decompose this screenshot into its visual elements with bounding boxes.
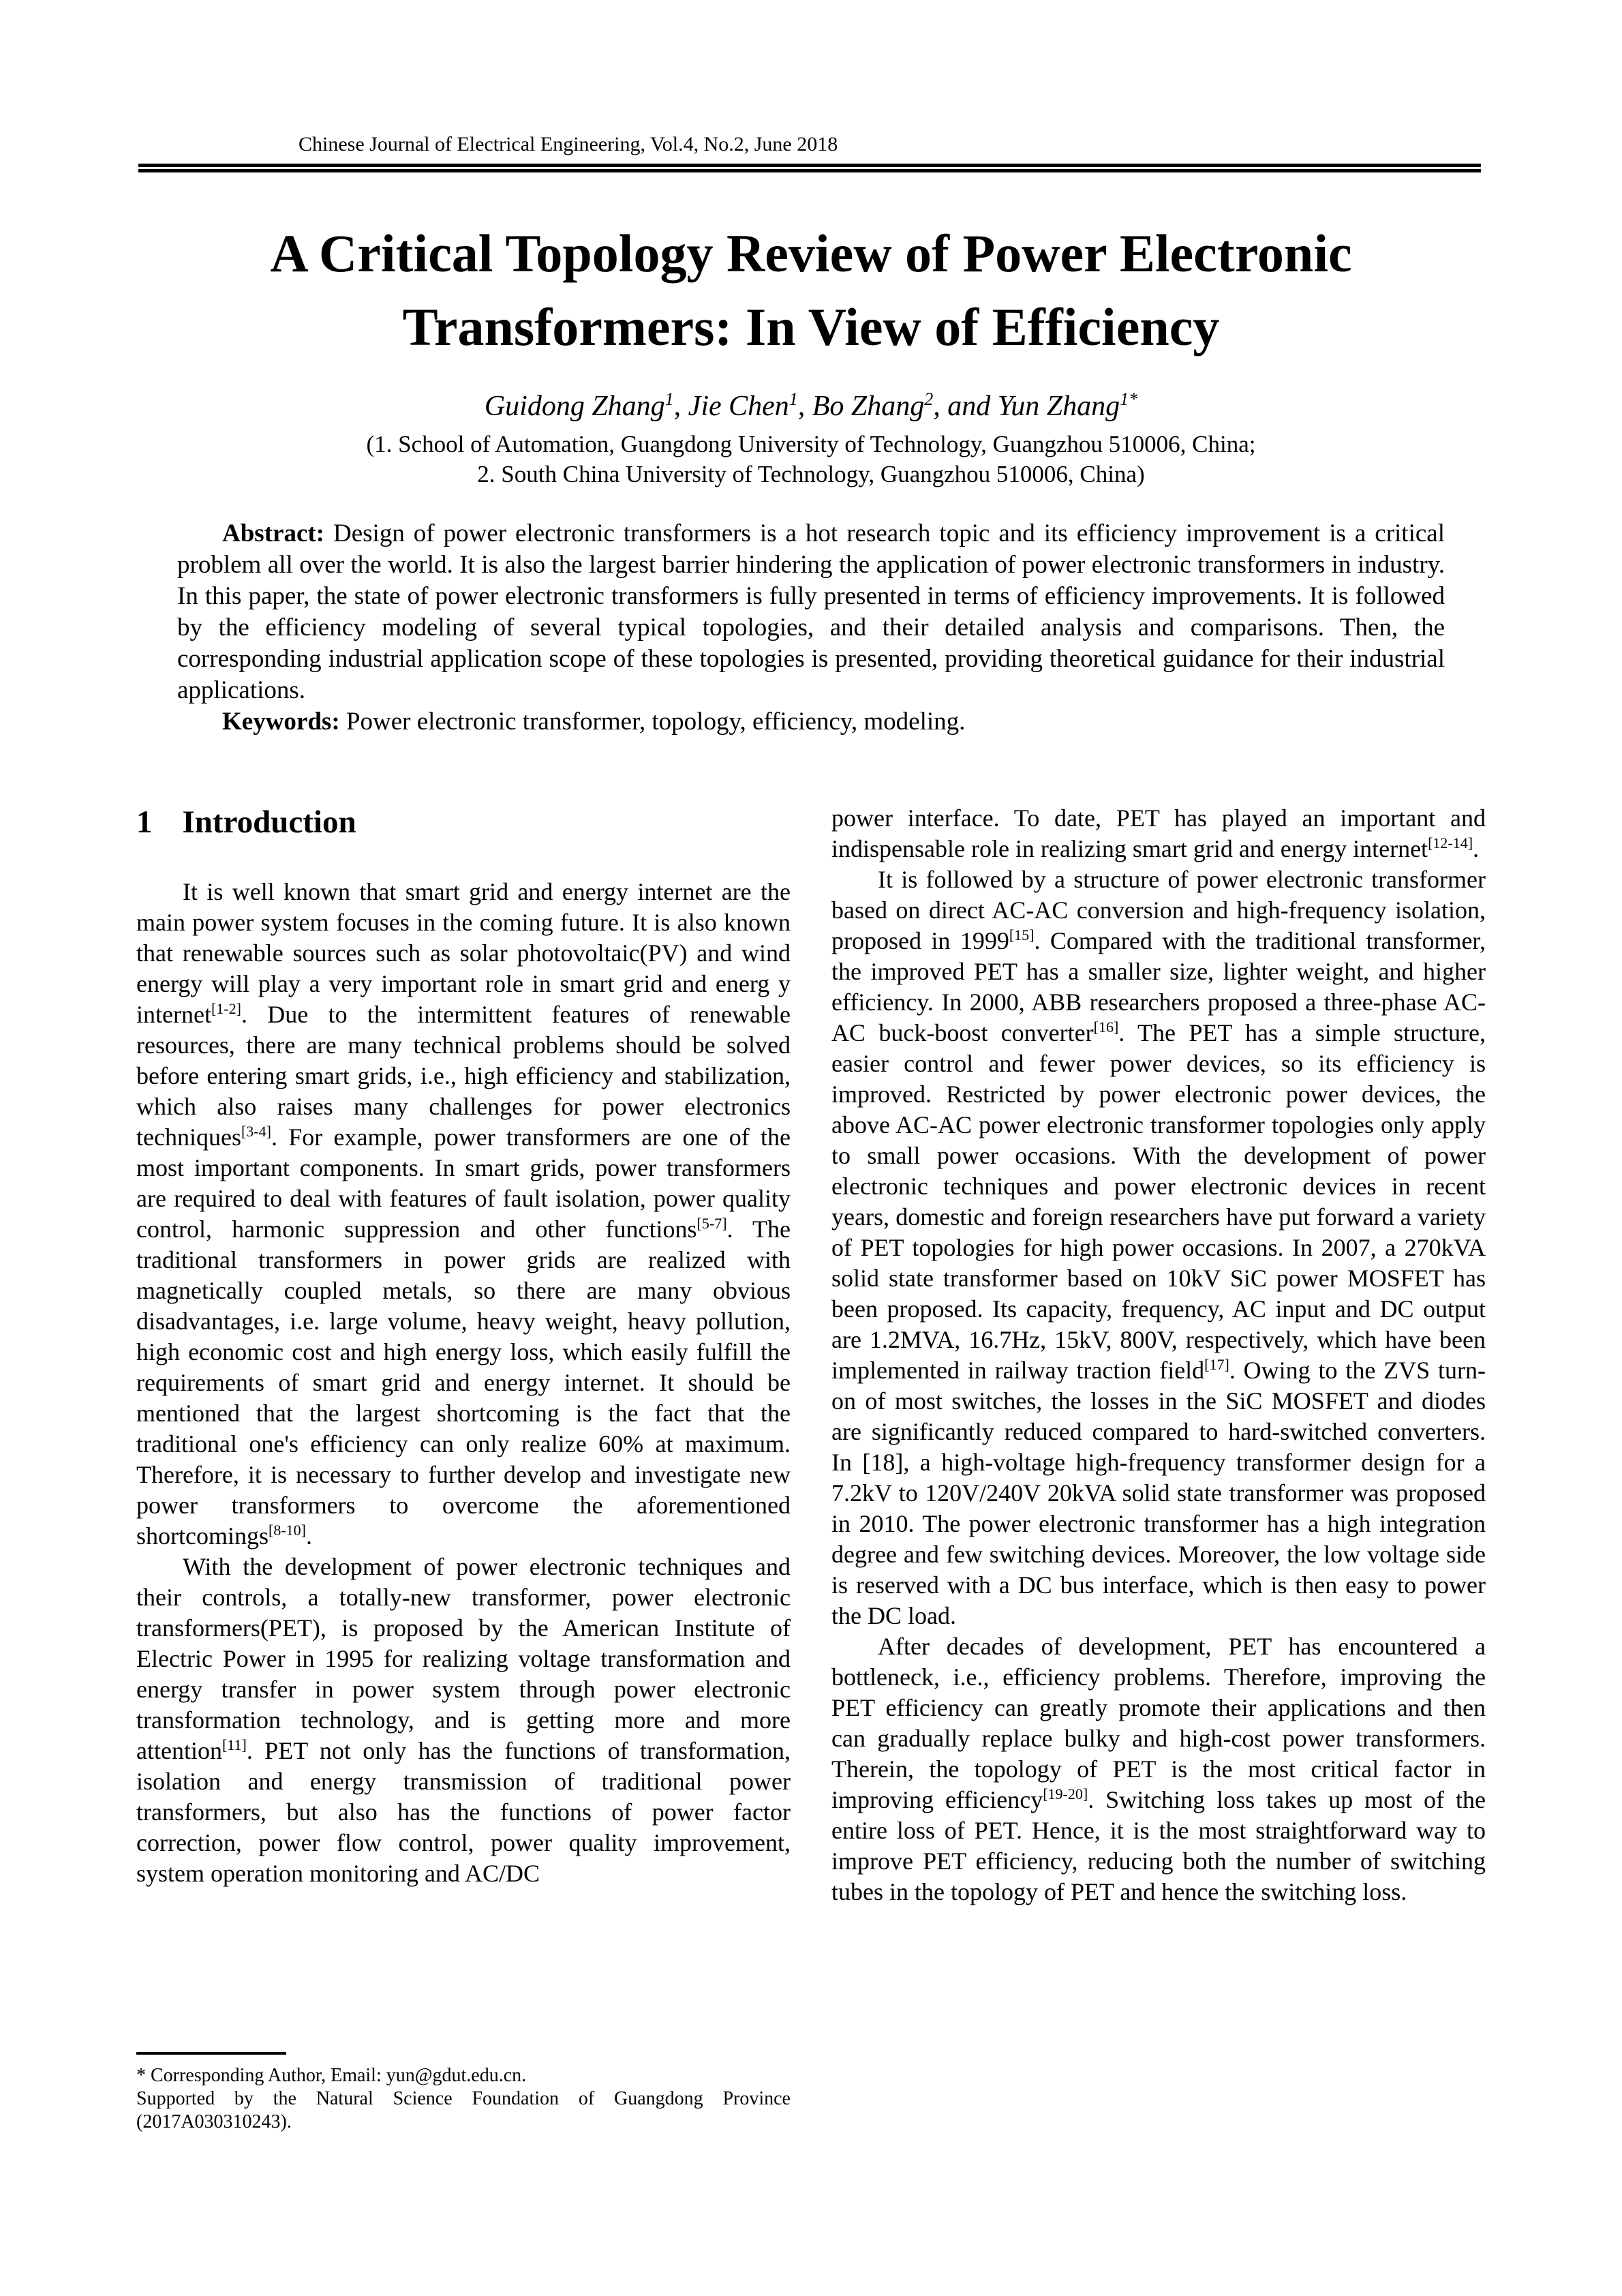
keywords-text: Power electronic transformer, topology, efficiency, modeling. — [339, 708, 966, 736]
keywords-line — [177, 706, 1445, 738]
citation-ref: [19-20] — [1043, 1785, 1088, 1802]
footnote-paragraph: Supported by the Natural Science Foundation of Guangdong Province (2017A030310243). — [136, 2088, 791, 2132]
footnote-paragraph: * Corresponding Author, Email: yun@gdut.edu.cn. — [136, 2065, 527, 2086]
citation-ref: [11] — [221, 1736, 247, 1753]
citation-ref: [1-2] — [211, 1000, 241, 1017]
right-column-paragraphs — [831, 803, 1486, 1907]
citation-ref: [5-7] — [697, 1215, 727, 1232]
body-paragraph: power interface. To date, PET has played an important and indispensable role in realizing smart grid and energy internet[12-14]. — [831, 804, 1486, 862]
keywords-label: Keywords: — [222, 708, 340, 736]
abstract-section — [177, 518, 1445, 738]
abstract-paragraph — [177, 518, 1445, 706]
right-column — [831, 803, 1486, 1907]
left-column — [136, 803, 791, 1907]
citation-ref: 2 — [924, 389, 934, 409]
footnote — [136, 2052, 791, 2134]
abstract-text: Design of power electronic transformers is a hot research topic and its efficiency improvement is a critical problem all over the world. It is also the largest barrier hindering the application of power electronic transformers in industry. In this paper, the state of power electronic transformers is fully presented in terms of efficiency improvements. It is followed by the efficiency modeling of several typical topologies, and their detailed analysis and comparisons. Then, the corresponding industrial application scope of these topologies is presented, providing theoretical guidance for their industrial applications. — [177, 519, 1445, 704]
journal-header: Chinese Journal of Electrical Engineering, Vol.4, No.2, June 2018 — [299, 133, 838, 155]
citation-ref: [12-14] — [1428, 834, 1473, 851]
citation-ref: 1 — [789, 389, 798, 409]
body-paragraph: With the development of power electronic techniques and their controls, a totally-new transformer, power electronic transformers(PET), is proposed by the American Institute of Electric Power in 1995 for realizing voltage transformation and energy transfer in power system through power electronic transformation technology, and is getting more and more attention[11]. PET not only has the functions of transformation, isolation and energy transmission of traditional power transformers, but also has the functions of power factor correction, power flow control, power quality improvement, system operation monitoring and AC/DC — [136, 1553, 791, 1887]
section-title: Introduction — [182, 804, 356, 840]
affiliation-line-1: (1. School of Automation, Guangdong University of Technology, Guangzhou 510006, China; — [366, 431, 1256, 457]
body-paragraph: It is well known that smart grid and energy internet are the main power system focuses in the coming future. It is also known that renewable sources such as solar photovoltaic(PV) and wind energy will play a very important role in smart grid and energ y internet[1-2]. Due to the intermittent features of renewable resources, there are many technical problems should be solved before entering smart grids, i.e., high efficiency and stabilization, which also raises many challenges for power electronics techniques[3-4]. For example, power transformers are one of the most important components. In smart grids, power transformers are required to deal with features of fault isolation, power quality control, harmonic suppression and other functions[5-7]. The traditional transformers in power grids are realized with magnetically coupled metals, so there are many obvious disadvantages, i.e. large volume, heavy weight, heavy pollution, high economic cost and high energy loss, which easily fulfill the requirements of smart grid and energy internet. It should be mentioned that the largest shortcoming is the fact that the traditional one's efficiency can only realize 60% at maximum. Therefore, it is necessary to further develop and investigate new power transformers to overcome the aforementioned shortcomings[8-10]. — [136, 878, 791, 1550]
footnote-rule — [136, 2052, 286, 2055]
body-paragraph: After decades of development, PET has encountered a bottleneck, i.e., efficiency problems. Therefore, improving the PET efficiency can greatly promote their applications and then can gradually replace bulky and high-cost power transformers. Therein, the topology of PET is the most critical factor in improving efficiency[19-20]. Switching loss takes up most of the entire loss of PET. Hence, it is the most straightforward way to improve PET efficiency, reducing both the number of switching tubes in the topology of PET and hence the switching loss. — [831, 1633, 1486, 1905]
affiliations — [136, 429, 1486, 489]
section-number: 1 — [136, 804, 153, 840]
paper-title-line-2: Transformers: In View of Efficiency — [402, 297, 1220, 357]
section-heading — [136, 803, 791, 841]
citation-ref: [16] — [1093, 1018, 1119, 1036]
paper-title — [136, 217, 1486, 364]
citation-ref: 1* — [1120, 389, 1138, 409]
citation-ref: [3-4] — [241, 1123, 271, 1140]
paper-title-line-1: A Critical Topology Review of Power Electronic — [270, 224, 1352, 283]
affiliation-line-2: 2. South China University of Technology, Guangzhou 510006, China) — [477, 461, 1145, 487]
body-columns — [136, 803, 1486, 1907]
abstract-label: Abstract: — [222, 519, 325, 547]
citation-ref: [17] — [1204, 1356, 1229, 1373]
body-paragraph: It is followed by a structure of power electronic transformer based on direct AC-AC conversion and high-frequency isolation, proposed in 1999[15]. Compared with the traditional transformer, the improved PET has a smaller size, lighter weight, and higher efficiency. In 2000, ABB researchers proposed a three-phase AC-AC buck-boost converter[16]. The PET has a simple structure, easier control and fewer power devices, so its efficiency is improved. Restricted by power electronic power devices, the above AC-AC power electronic transformer topologies only apply to small power occasions. With the development of power electronic techniques and power electronic devices in recent years, domestic and foreign researchers have put forward a variety of PET topologies for high power occasions. In 2007, a 270kVA solid state transformer based on 10kV SiC power MOSFET has been proposed. Its capacity, frequency, AC input and DC output are 1.2MVA, 16.7Hz, 15kV, 800V, respectively, which have been implemented in railway traction field[17]. Owing to the ZVS turn-on of most switches, the losses in the SiC MOSFET and diodes are significantly reduced compared to hard-switched converters. In [18], a high-voltage high-frequency transformer design for a 7.2kV to 120V/240V 20kVA solid state transformer was proposed in 2010. The power electronic transformer has a high integration degree and few switching devices. Moreover, the low voltage side is reserved with a DC bus interface, which is then easy to power the DC load. — [831, 866, 1486, 1629]
left-column-paragraphs — [136, 877, 791, 1889]
citation-ref: [8-10] — [269, 1522, 306, 1539]
citation-ref: 1 — [664, 389, 674, 409]
citation-ref: [15] — [1009, 926, 1035, 943]
header-double-rule — [138, 164, 1481, 172]
authors-line: Guidong Zhang$^1$, Jie Chen$^1$, Bo Zhang$^2$, and Yun Zhang$^{1*}$ — [484, 389, 1138, 422]
